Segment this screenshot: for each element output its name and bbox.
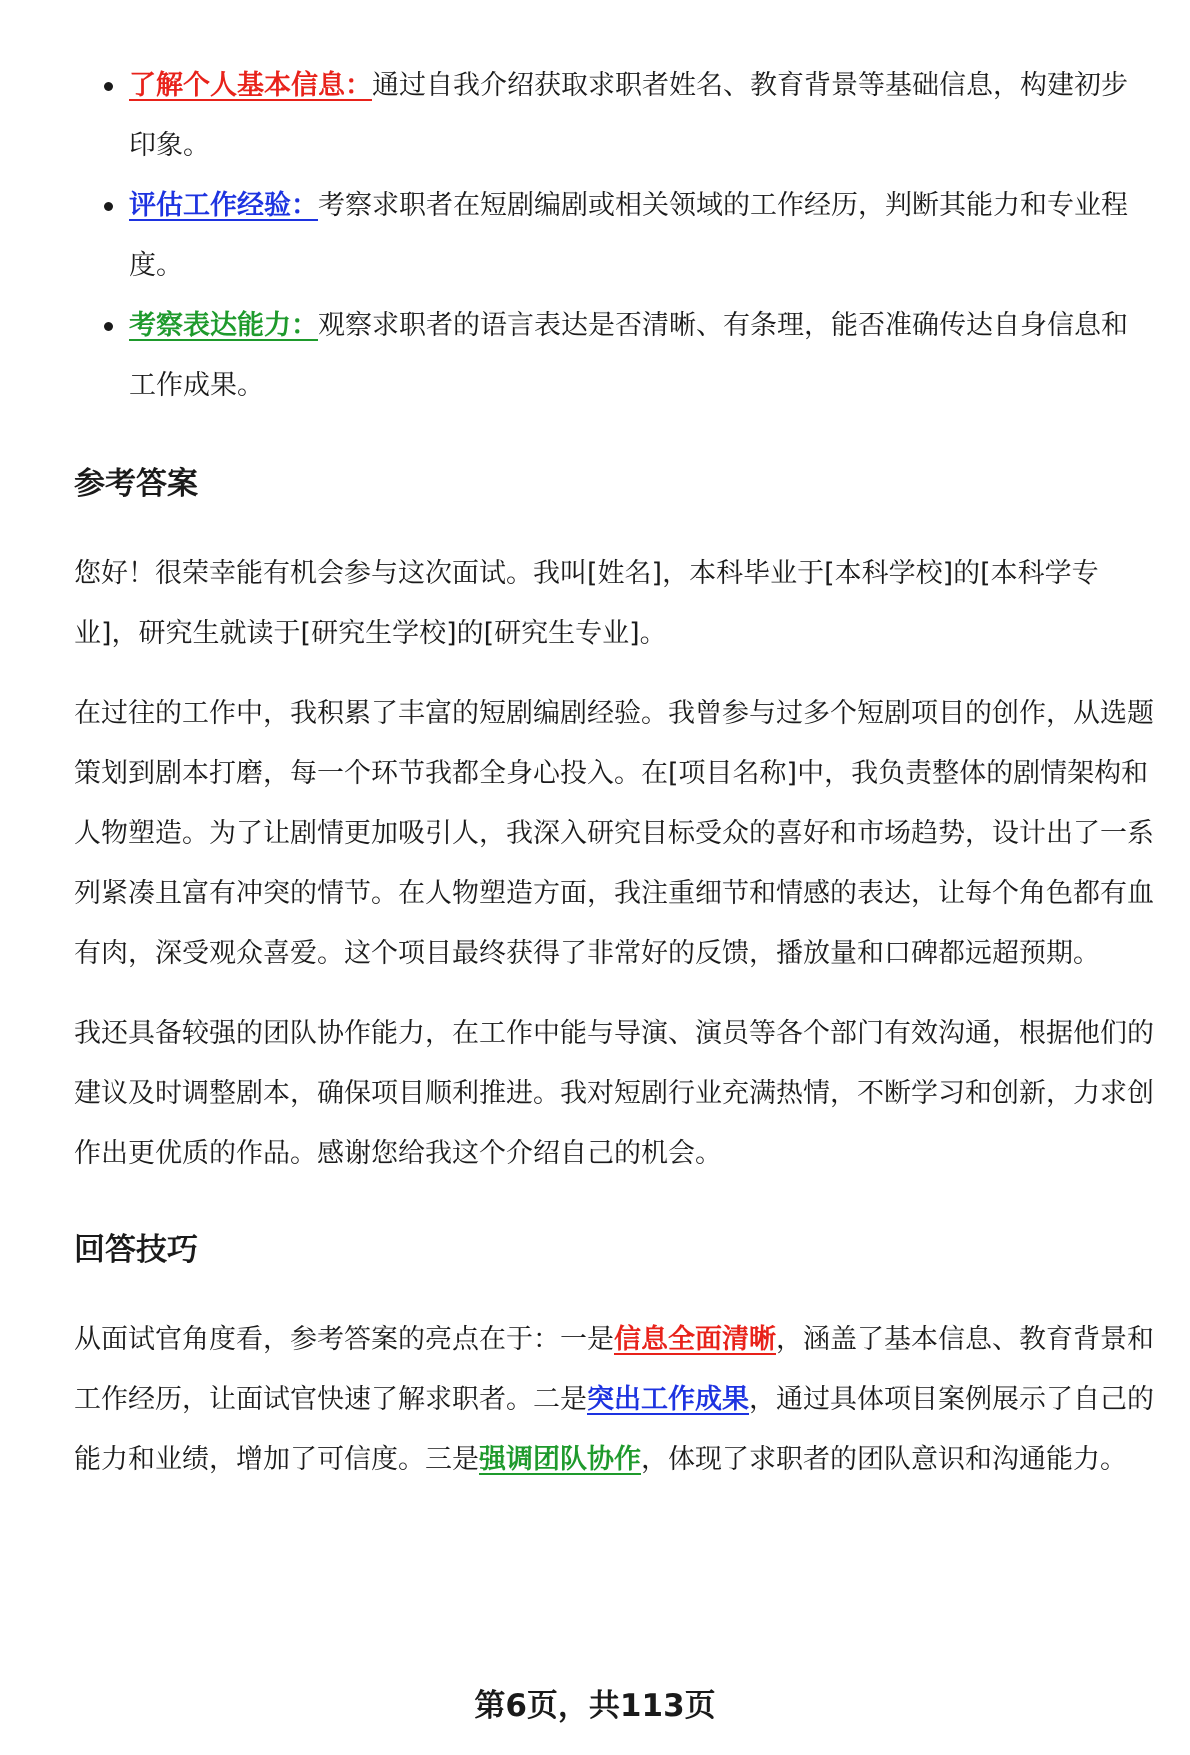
bullet-text: 考察求职者在短剧编剧或相关领域的工作经历，判断其能力和专业程度。 — [129, 190, 1128, 281]
tips-highlight: 突出工作成果 — [587, 1384, 749, 1415]
answer-paragraph-2: 在过往的工作中，我积累了丰富的短剧编剧经验。我曾参与过多个短剧项目的创作，从选题策划到剧本打磨，每一个环节我都全身心投入。在[项目名称]中，我负责整体的剧情架构和人物塑造。为了让剧情更加吸引人，我深入研究目标受众的喜好和市场趋势，设计出了一系列紧凑且富有冲突的情节。在人物塑造方面，我注重细节和情感的表达，让每个角色都有血有肉，深受观众喜爱。这个项目最终获得了非常好的反馈，播放量和口碑都远超预期。 — [74, 698, 1154, 969]
bullet-text: 通过自我介绍获取求职者姓名、教育背景等基础信息，构建初步印象。 — [129, 70, 1128, 161]
bullet-dot-icon — [104, 82, 113, 91]
list-item — [74, 176, 1154, 296]
goals-list — [74, 56, 1154, 416]
bullet-dot-icon — [104, 322, 113, 331]
section-title-answer: 参考答案 — [74, 466, 198, 502]
answer-paragraph-3: 我还具备较强的团队协作能力，在工作中能与导演、演员等各个部门有效沟通，根据他们的建议及时调整剧本，确保项目顺利推进。我对短剧行业充满热情，不断学习和创新，力求创作出更优质的作品。感谢您给我这个介绍自己的机会。 — [74, 1018, 1154, 1169]
tips-highlight: 信息全面清晰 — [614, 1324, 776, 1355]
bullet-keyword: 评估工作经验： — [129, 190, 318, 221]
page-number: 第6页，共113页 — [474, 1688, 716, 1724]
tips-text: 从面试官角度看，参考答案的亮点在于：一是 — [74, 1324, 614, 1355]
bullet-text: 观察求职者的语言表达是否清晰、有条理，能否准确传达自身信息和工作成果。 — [129, 310, 1128, 401]
bullet-keyword: 考察表达能力： — [129, 310, 318, 341]
document-page — [74, 56, 1154, 1490]
tips-highlight: 强调团队协作 — [479, 1444, 641, 1475]
tips-text: ，体现了求职者的团队意识和沟通能力。 — [641, 1444, 1127, 1475]
list-item — [74, 296, 1154, 416]
tips-text: ，涵盖了基本信息、教育背景和工作经历，让面试官快速了解求职者。二是 — [74, 1324, 1154, 1415]
answer-paragraph-1: 您好！很荣幸能有机会参与这次面试。我叫[姓名]，本科毕业于[本科学校]的[本科学专业]，研究生就读于[研究生学校]的[研究生专业]。 — [74, 558, 1099, 649]
bullet-dot-icon — [104, 202, 113, 211]
section-title-tips: 回答技巧 — [74, 1232, 198, 1268]
list-item — [74, 56, 1154, 176]
bullet-keyword: 了解个人基本信息： — [129, 70, 372, 101]
tips-paragraph — [74, 1310, 1154, 1490]
tips-text: ，通过具体项目案例展示了自己的能力和业绩，增加了可信度。三是 — [74, 1384, 1154, 1475]
